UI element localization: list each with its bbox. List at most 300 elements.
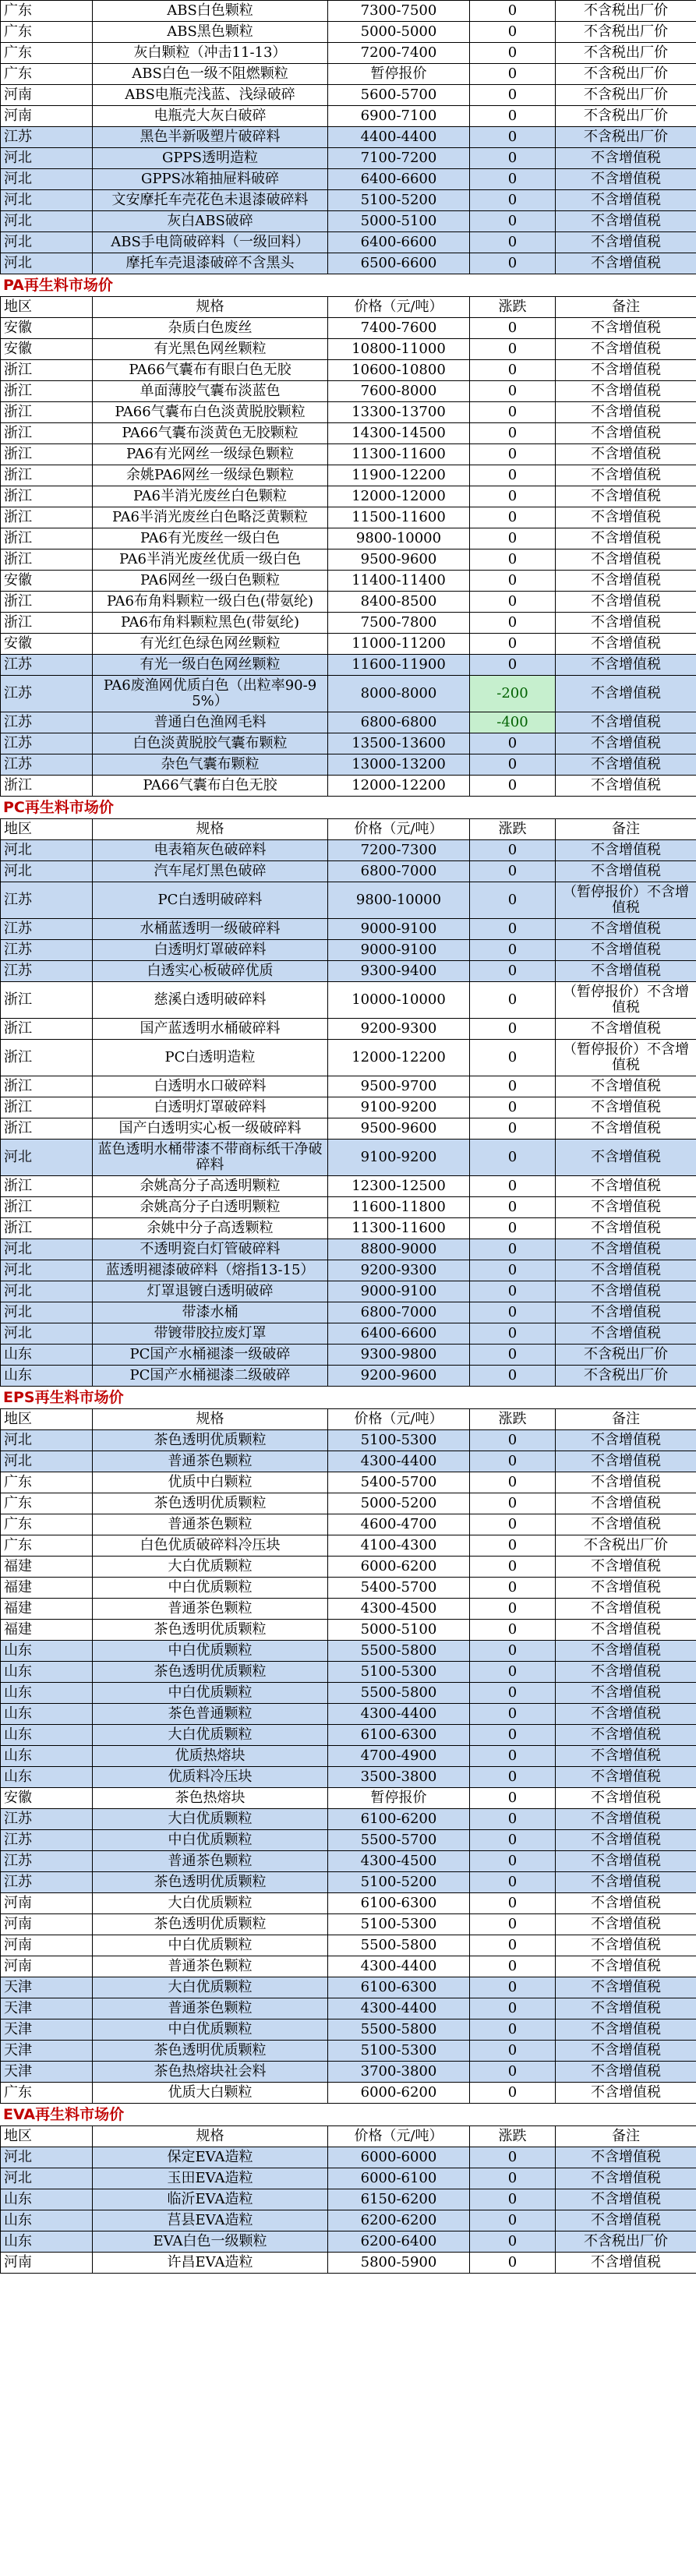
spec-cell: 电瓶壳大灰白破碎 — [93, 106, 328, 127]
price-cell: 4300-4400 — [328, 1998, 470, 2019]
table-row — [1, 634, 696, 655]
spec-cell: ABS白色颗粒 — [93, 1, 328, 22]
remark-cell: 不含税出厂价 — [556, 1366, 696, 1387]
spec-cell: PA66气囊布白色淡黄脱胶颗粒 — [93, 402, 328, 423]
table-row — [1, 549, 696, 571]
table-row — [1, 592, 696, 613]
region-cell: 江苏 — [1, 882, 93, 919]
remark-cell: 不含增值税 — [556, 339, 696, 360]
spec-cell: 白色优质破碎料冷压块 — [93, 1535, 328, 1557]
region-cell: 广东 — [1, 1535, 93, 1557]
table-row — [1, 961, 696, 982]
table-row — [1, 2168, 696, 2189]
price-table — [0, 296, 696, 797]
region-cell: 山东 — [1, 2189, 93, 2210]
price-cell: 4300-4400 — [328, 1704, 470, 1725]
region-cell: 浙江 — [1, 776, 93, 797]
table-row — [1, 754, 696, 776]
price-cell: 4600-4700 — [328, 1514, 470, 1535]
spec-cell: PA66气囊布有眼白色无胶 — [93, 360, 328, 381]
spec-cell: PC国产水桶褪漆一级破碎 — [93, 1345, 328, 1366]
table-row — [1, 733, 696, 754]
change-cell: 0 — [470, 1019, 556, 1040]
spec-cell: 普通白色渔网毛料 — [93, 712, 328, 733]
change-cell: 0 — [470, 1176, 556, 1197]
spec-cell: 保定EVA造粒 — [93, 2147, 328, 2168]
price-cell: 13500-13600 — [328, 733, 470, 754]
change-cell: 0 — [470, 1140, 556, 1176]
price-cell: 6800-7000 — [328, 861, 470, 882]
price-cell: 9000-9100 — [328, 940, 470, 961]
change-cell: 0 — [470, 1430, 556, 1451]
change-cell: 0 — [470, 1788, 556, 1809]
table-row — [1, 507, 696, 528]
spec-cell: GPPS冰箱抽屉料破碎 — [93, 169, 328, 190]
price-cell: 5100-5300 — [328, 1914, 470, 1935]
remark-cell: 不含增值税 — [556, 754, 696, 776]
price-cell: 9200-9300 — [328, 1019, 470, 1040]
change-cell: 0 — [470, 127, 556, 148]
table-row — [1, 1430, 696, 1451]
region-cell: 河北 — [1, 169, 93, 190]
price-cell: 6100-6300 — [328, 1893, 470, 1914]
region-cell: 广东 — [1, 2083, 93, 2104]
change-cell: 0 — [470, 1323, 556, 1345]
table-row — [1, 1956, 696, 1977]
remark-cell: 不含增值税 — [556, 1557, 696, 1578]
price-cell: 9800-10000 — [328, 528, 470, 549]
column-header: 涨跌 — [470, 297, 556, 318]
change-cell: 0 — [470, 43, 556, 64]
region-cell: 江苏 — [1, 754, 93, 776]
table-row — [1, 423, 696, 444]
region-cell: 浙江 — [1, 528, 93, 549]
region-cell: 福建 — [1, 1620, 93, 1641]
remark-cell: 不含税出厂价 — [556, 43, 696, 64]
price-cell: 11500-11600 — [328, 507, 470, 528]
price-cell: 6000-6200 — [328, 2083, 470, 2104]
column-header: 价格（元/吨） — [328, 2126, 470, 2147]
spec-cell: 白透明灯罩破碎料 — [93, 940, 328, 961]
price-cell: 9300-9400 — [328, 961, 470, 982]
spec-cell: PC国产水桶褪漆二级破碎 — [93, 1366, 328, 1387]
region-cell: 广东 — [1, 1514, 93, 1535]
table-row — [1, 861, 696, 882]
spec-cell: PA66气囊布白色无胶 — [93, 776, 328, 797]
column-header: 备注 — [556, 297, 696, 318]
table-header-row — [1, 1409, 696, 1430]
change-cell: 0 — [470, 2041, 556, 2062]
region-cell: 浙江 — [1, 1176, 93, 1197]
region-cell: 河北 — [1, 232, 93, 253]
price-cell: 11900-12200 — [328, 465, 470, 486]
table-row — [1, 1725, 696, 1746]
table-row — [1, 22, 696, 43]
remark-cell: 不含增值税 — [556, 486, 696, 507]
region-cell: 山东 — [1, 1345, 93, 1366]
table-row — [1, 232, 696, 253]
spec-cell: 普通茶色颗粒 — [93, 1599, 328, 1620]
remark-cell: 不含增值税 — [556, 381, 696, 402]
change-cell: 0 — [470, 1725, 556, 1746]
change-cell: 0 — [470, 2083, 556, 2104]
spec-cell: 慈溪白透明破碎料 — [93, 982, 328, 1019]
change-cell: 0 — [470, 381, 556, 402]
column-header: 地区 — [1, 297, 93, 318]
remark-cell: 不含增值税 — [556, 1451, 696, 1472]
remark-cell: 不含增值税 — [556, 1809, 696, 1830]
table-row — [1, 85, 696, 106]
remark-cell: 不含增值税 — [556, 1641, 696, 1662]
price-cell: 暂停报价 — [328, 64, 470, 85]
remark-cell: 不含增值税 — [556, 733, 696, 754]
table-row — [1, 169, 696, 190]
spec-cell: 中白优质颗粒 — [93, 1935, 328, 1956]
price-cell: 9500-9700 — [328, 1076, 470, 1097]
spec-cell: 余姚中分子高透颗粒 — [93, 1218, 328, 1239]
region-cell: 江苏 — [1, 961, 93, 982]
price-cell: 5100-5300 — [328, 1430, 470, 1451]
table-row — [1, 676, 696, 712]
price-cell: 10000-10000 — [328, 982, 470, 1019]
spec-cell: ABS白色一级不阻燃颗粒 — [93, 64, 328, 85]
remark-cell: 不含增值税 — [556, 776, 696, 797]
remark-cell: 不含增值税 — [556, 465, 696, 486]
column-header: 地区 — [1, 819, 93, 840]
table-row — [1, 2041, 696, 2062]
table-row — [1, 2019, 696, 2041]
table-row — [1, 1746, 696, 1767]
price-cell: 12000-12200 — [328, 1040, 470, 1076]
region-cell: 江苏 — [1, 127, 93, 148]
change-cell: 0 — [470, 1641, 556, 1662]
remark-cell: 不含增值税 — [556, 1704, 696, 1725]
table-row — [1, 1040, 696, 1076]
change-cell: -400 — [470, 712, 556, 733]
column-header: 涨跌 — [470, 1409, 556, 1430]
region-cell: 江苏 — [1, 1830, 93, 1851]
remark-cell: 不含税出厂价 — [556, 127, 696, 148]
change-cell: 0 — [470, 1118, 556, 1140]
change-cell: 0 — [470, 1557, 556, 1578]
price-cell: 9100-9200 — [328, 1140, 470, 1176]
change-cell: 0 — [470, 1935, 556, 1956]
table-row — [1, 1809, 696, 1830]
remark-cell: 不含增值税 — [556, 1514, 696, 1535]
price-cell: 8400-8500 — [328, 592, 470, 613]
spec-cell: PA6半消光废丝优质一级白色 — [93, 549, 328, 571]
spec-cell: PA6废渔网优质白色（出粒率90-95%） — [93, 676, 328, 712]
region-cell: 广东 — [1, 43, 93, 64]
remark-cell: 不含增值税 — [556, 528, 696, 549]
spec-cell: 文安摩托车壳花色未退漆破碎料 — [93, 190, 328, 211]
table-row — [1, 1578, 696, 1599]
region-cell: 河南 — [1, 1956, 93, 1977]
price-cell: 3500-3800 — [328, 1767, 470, 1788]
remark-cell: 不含增值税 — [556, 1176, 696, 1197]
table-row — [1, 1599, 696, 1620]
table-row — [1, 1, 696, 22]
price-cell: 6000-6200 — [328, 1557, 470, 1578]
region-cell: 浙江 — [1, 465, 93, 486]
column-header: 地区 — [1, 1409, 93, 1430]
spec-cell: 单面薄胶气囊布淡蓝色 — [93, 381, 328, 402]
remark-cell: 不含增值税 — [556, 2041, 696, 2062]
spec-cell: 茶色透明优质颗粒 — [93, 1430, 328, 1451]
change-cell: 0 — [470, 549, 556, 571]
price-cell: 7500-7800 — [328, 613, 470, 634]
price-table — [0, 0, 696, 274]
remark-cell: 不含增值税 — [556, 318, 696, 339]
section-title: PA再生料市场价 — [3, 277, 113, 294]
table-row — [1, 1302, 696, 1323]
change-cell: 0 — [470, 1, 556, 22]
price-cell: 5800-5900 — [328, 2253, 470, 2274]
region-cell: 河北 — [1, 148, 93, 169]
table-row — [1, 64, 696, 85]
remark-cell: 不含增值税 — [556, 2147, 696, 2168]
price-cell: 6800-7000 — [328, 1302, 470, 1323]
table-row — [1, 43, 696, 64]
spec-cell: 余姚PA6网丝一级绿色颗粒 — [93, 465, 328, 486]
price-cell: 6400-6600 — [328, 169, 470, 190]
table-row — [1, 1872, 696, 1893]
table-row — [1, 1019, 696, 1040]
table-row — [1, 1197, 696, 1218]
remark-cell: 不含增值税 — [556, 1725, 696, 1746]
region-cell: 河南 — [1, 1935, 93, 1956]
spec-cell: 中白优质颗粒 — [93, 1683, 328, 1704]
region-cell: 安徽 — [1, 339, 93, 360]
change-cell: 0 — [470, 961, 556, 982]
price-cell: 11300-11600 — [328, 444, 470, 465]
remark-cell: 不含税出厂价 — [556, 1, 696, 22]
price-cell: 6900-7100 — [328, 106, 470, 127]
region-cell: 河北 — [1, 2168, 93, 2189]
region-cell: 广东 — [1, 1493, 93, 1514]
price-cell: 6200-6200 — [328, 2210, 470, 2231]
change-cell: 0 — [470, 2210, 556, 2231]
region-cell: 浙江 — [1, 1019, 93, 1040]
remark-cell: 不含增值税 — [556, 1430, 696, 1451]
table-row — [1, 360, 696, 381]
spec-cell: 大白优质颗粒 — [93, 1977, 328, 1998]
region-cell: 安徽 — [1, 634, 93, 655]
price-cell: 5500-5800 — [328, 1641, 470, 1662]
price-cell: 12300-12500 — [328, 1176, 470, 1197]
remark-cell: 不含税出厂价 — [556, 1535, 696, 1557]
remark-cell: 不含增值税 — [556, 232, 696, 253]
spec-cell: 带漆水桶 — [93, 1302, 328, 1323]
remark-cell: 不含增值税 — [556, 2062, 696, 2083]
price-cell: 7100-7200 — [328, 148, 470, 169]
remark-cell: 不含增值税 — [556, 1977, 696, 1998]
price-cell: 6000-6000 — [328, 2147, 470, 2168]
remark-cell: 不含增值税 — [556, 1662, 696, 1683]
change-cell: 0 — [470, 1535, 556, 1557]
change-cell: 0 — [470, 2062, 556, 2083]
remark-cell: 不含增值税 — [556, 1620, 696, 1641]
change-cell: 0 — [470, 1514, 556, 1535]
remark-cell: 不含增值税 — [556, 1218, 696, 1239]
change-cell: 0 — [470, 1097, 556, 1118]
spec-cell: 国产白透明实心板一级破碎料 — [93, 1118, 328, 1140]
region-cell: 浙江 — [1, 1076, 93, 1097]
spec-cell: 茶色透明优质颗粒 — [93, 1620, 328, 1641]
table-row — [1, 1451, 696, 1472]
table-row — [1, 318, 696, 339]
remark-cell: 不含增值税 — [556, 2210, 696, 2231]
spec-cell: PA6有光网丝一级绿色颗粒 — [93, 444, 328, 465]
price-cell: 5400-5700 — [328, 1472, 470, 1493]
change-cell: 0 — [470, 1366, 556, 1387]
remark-cell: 不含增值税 — [556, 1260, 696, 1281]
region-cell: 河南 — [1, 1914, 93, 1935]
region-cell: 山东 — [1, 1704, 93, 1725]
table-row — [1, 1260, 696, 1281]
change-cell: 0 — [470, 1662, 556, 1683]
price-cell: 7200-7400 — [328, 43, 470, 64]
region-cell: 安徽 — [1, 318, 93, 339]
price-cell: 6150-6200 — [328, 2189, 470, 2210]
spec-cell: 有光红色绿色网丝颗粒 — [93, 634, 328, 655]
price-cell: 4300-4400 — [328, 1451, 470, 1472]
change-cell: 0 — [470, 634, 556, 655]
remark-cell: 不含税出厂价 — [556, 106, 696, 127]
price-cell: 暂停报价 — [328, 1788, 470, 1809]
price-cell: 6100-6200 — [328, 1809, 470, 1830]
table-header-row — [1, 819, 696, 840]
table-row — [1, 1830, 696, 1851]
table-row — [1, 1239, 696, 1260]
remark-cell: 不含增值税 — [556, 861, 696, 882]
spec-cell: PA6有光废丝一级白色 — [93, 528, 328, 549]
change-cell: 0 — [470, 1809, 556, 1830]
region-cell: 河北 — [1, 1260, 93, 1281]
region-cell: 河北 — [1, 211, 93, 232]
region-cell: 浙江 — [1, 444, 93, 465]
table-row — [1, 127, 696, 148]
price-cell: 5500-5800 — [328, 2019, 470, 2041]
region-cell: 浙江 — [1, 1118, 93, 1140]
spec-cell: 优质热熔块 — [93, 1746, 328, 1767]
table-row — [1, 1472, 696, 1493]
region-cell: 山东 — [1, 1662, 93, 1683]
spec-cell: 茶色透明优质颗粒 — [93, 2041, 328, 2062]
change-cell: 0 — [470, 1767, 556, 1788]
spec-cell: 临沂EVA造粒 — [93, 2189, 328, 2210]
price-cell: 9500-9600 — [328, 1118, 470, 1140]
table-row — [1, 1076, 696, 1097]
spec-cell: 杂质白色废丝 — [93, 318, 328, 339]
spec-cell: 普通茶色颗粒 — [93, 1451, 328, 1472]
spec-cell: 有光一级白色网丝颗粒 — [93, 655, 328, 676]
region-cell: 浙江 — [1, 1218, 93, 1239]
change-cell: 0 — [470, 1998, 556, 2019]
column-header: 备注 — [556, 1409, 696, 1430]
spec-cell: 大白优质颗粒 — [93, 1725, 328, 1746]
change-cell: 0 — [470, 423, 556, 444]
remark-cell: 不含增值税 — [556, 1788, 696, 1809]
region-cell: 河北 — [1, 1323, 93, 1345]
spec-cell: 莒县EVA造粒 — [93, 2210, 328, 2231]
spec-cell: PA6半消光废丝白色略泛黄颗粒 — [93, 507, 328, 528]
table-row — [1, 1514, 696, 1535]
change-cell: 0 — [470, 1451, 556, 1472]
price-cell: 7200-7300 — [328, 840, 470, 861]
region-cell: 河北 — [1, 190, 93, 211]
spec-cell: ABS电瓶壳浅蓝、浅绿破碎 — [93, 85, 328, 106]
table-row — [1, 253, 696, 274]
table-row — [1, 2062, 696, 2083]
price-cell: 9000-9100 — [328, 1281, 470, 1302]
price-cell: 4300-4400 — [328, 1956, 470, 1977]
table-row — [1, 712, 696, 733]
table-row — [1, 2231, 696, 2253]
remark-cell: 不含增值税 — [556, 1302, 696, 1323]
table-row — [1, 1345, 696, 1366]
table-row — [1, 1620, 696, 1641]
region-cell: 福建 — [1, 1578, 93, 1599]
change-cell: 0 — [470, 1851, 556, 1872]
region-cell: 山东 — [1, 2210, 93, 2231]
price-cell: 6400-6600 — [328, 232, 470, 253]
price-cell: 9100-9200 — [328, 1097, 470, 1118]
table-row — [1, 1914, 696, 1935]
remark-cell: 不含增值税 — [556, 676, 696, 712]
spec-cell: 中白优质颗粒 — [93, 1641, 328, 1662]
table-row — [1, 148, 696, 169]
table-row — [1, 190, 696, 211]
price-table — [0, 818, 696, 1387]
price-cell: 5100-5300 — [328, 1662, 470, 1683]
change-cell: 0 — [470, 1893, 556, 1914]
table-row — [1, 940, 696, 961]
region-cell: 山东 — [1, 1366, 93, 1387]
change-cell: 0 — [470, 2189, 556, 2210]
change-cell: 0 — [470, 64, 556, 85]
remark-cell: 不含增值税 — [556, 2253, 696, 2274]
price-cell: 11400-11400 — [328, 571, 470, 592]
spec-cell: EVA白色一级颗粒 — [93, 2231, 328, 2253]
price-cell: 5100-5200 — [328, 190, 470, 211]
remark-cell: 不含增值税 — [556, 1914, 696, 1935]
change-cell: 0 — [470, 2147, 556, 2168]
spec-cell: 大白优质颗粒 — [93, 1809, 328, 1830]
table-row — [1, 2083, 696, 2104]
change-cell: 0 — [470, 840, 556, 861]
remark-cell: 不含税出厂价 — [556, 64, 696, 85]
column-header: 价格（元/吨） — [328, 297, 470, 318]
region-cell: 河南 — [1, 106, 93, 127]
region-cell: 江苏 — [1, 940, 93, 961]
remark-cell: 不含增值税 — [556, 1893, 696, 1914]
section-title: EPS再生料市场价 — [3, 1389, 124, 1406]
remark-cell: 不含增值税 — [556, 2189, 696, 2210]
remark-cell: 不含增值税 — [556, 190, 696, 211]
remark-cell: 不含增值税 — [556, 1683, 696, 1704]
change-cell: 0 — [470, 444, 556, 465]
region-cell: 江苏 — [1, 655, 93, 676]
change-cell: 0 — [470, 85, 556, 106]
change-cell: 0 — [470, 940, 556, 961]
region-cell: 河北 — [1, 1302, 93, 1323]
table-row — [1, 571, 696, 592]
region-cell: 天津 — [1, 2062, 93, 2083]
table-row — [1, 1977, 696, 1998]
change-cell: 0 — [470, 776, 556, 797]
region-cell: 山东 — [1, 1641, 93, 1662]
